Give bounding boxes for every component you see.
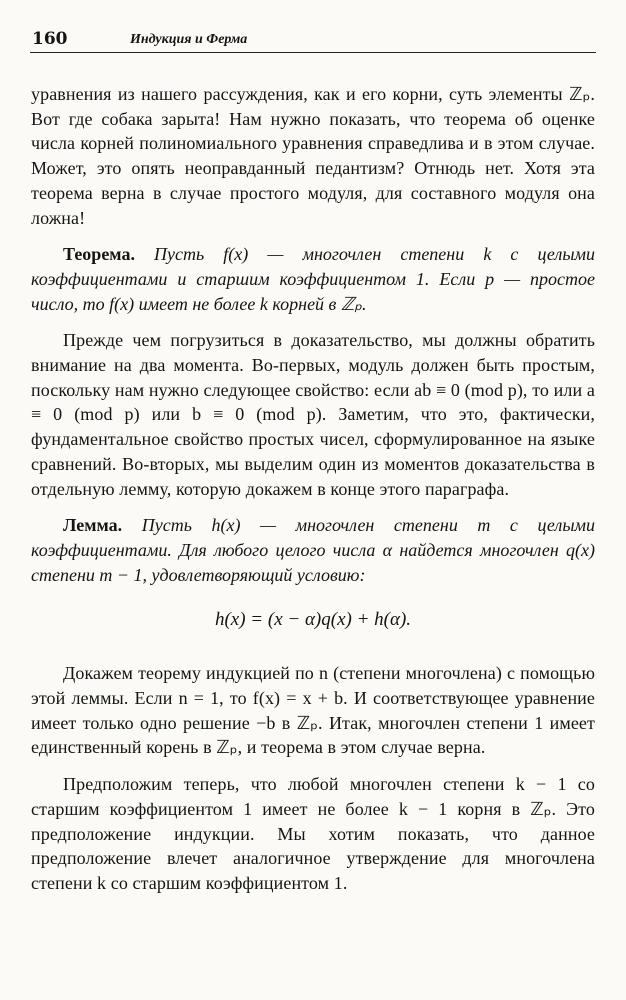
page-header bbox=[30, 28, 596, 53]
page-body bbox=[31, 82, 595, 896]
lemma-formula: h(x) = (x − α)q(x) + h(α). bbox=[214, 609, 412, 631]
page-number: 160 bbox=[32, 29, 68, 49]
running-title: Индукция и Ферма bbox=[130, 32, 248, 47]
theorem bbox=[31, 242, 595, 316]
lemma-text: Пусть h(x) — многочлен степени m с целыми коэффициентами. Для любого целого числа α найдется многочлен q(x) степени m − 1, удовлетворяющий условию: bbox=[31, 515, 596, 585]
theorem-text: Пусть f(x) — многочлен степени k с целыми коэффициентами и старшим коэффициентом 1. Если p — простое число, то f(x) имеет не более k корней в ℤₚ. bbox=[31, 244, 595, 314]
lemma bbox=[31, 513, 595, 587]
theorem-label: Теорема. bbox=[63, 244, 135, 265]
lemma-label: Лемма. bbox=[63, 515, 123, 536]
paragraph-induction-step: Предположим теперь, что любой многочлен степени k − 1 со старшим коэффициентом 1 имеет не более k − 1 корня в ℤₚ. Это предположение индукции. Мы хотим показать, что данное предположение влечет аналогичное утверждение для многочлена степени k со старшим коэффициентом 1. bbox=[31, 774, 595, 893]
paragraph-remarks: Прежде чем погрузиться в доказательство, мы должны обратить внимание на два момента. Во-первых, модуль должен быть простым, поскольку нам нужно следующее свойство: если ab ≡ 0 (mod p), то или a ≡ 0 (mod p) или b ≡ 0 (mod p). Заметим, что это, фактически, фундаментальное свойство простых чисел, сформулированное на языке сравнений. Во-вторых, мы выделим один из моментов доказательства в отдельную лемму, которую докажем в конце этого параграфа. bbox=[31, 330, 595, 499]
paragraph-intro: уравнения из нашего рассуждения, как и его корни, суть элементы ℤₚ. Вот где собака зарыта! Нам нужно показать, что теорема об оценке числа корней полиномиального уравнения справедлива и в этом случае. Может, это опять неоправданный педантизм? Отнюдь нет. Хотя эта теорема верна в случае простого модуля, для составного модуля она ложна! bbox=[31, 84, 595, 228]
paragraph-base-case: Докажем теорему индукцией по n (степени многочлена) с помощью этой леммы. Если n = 1, то f(x) = x + b. И соответствующее уравнение имеет только одно решение −b в ℤₚ. Итак, многочлен степени 1 имеет единственный корень в ℤₚ, и теорема в этом случае верна. bbox=[31, 663, 595, 758]
